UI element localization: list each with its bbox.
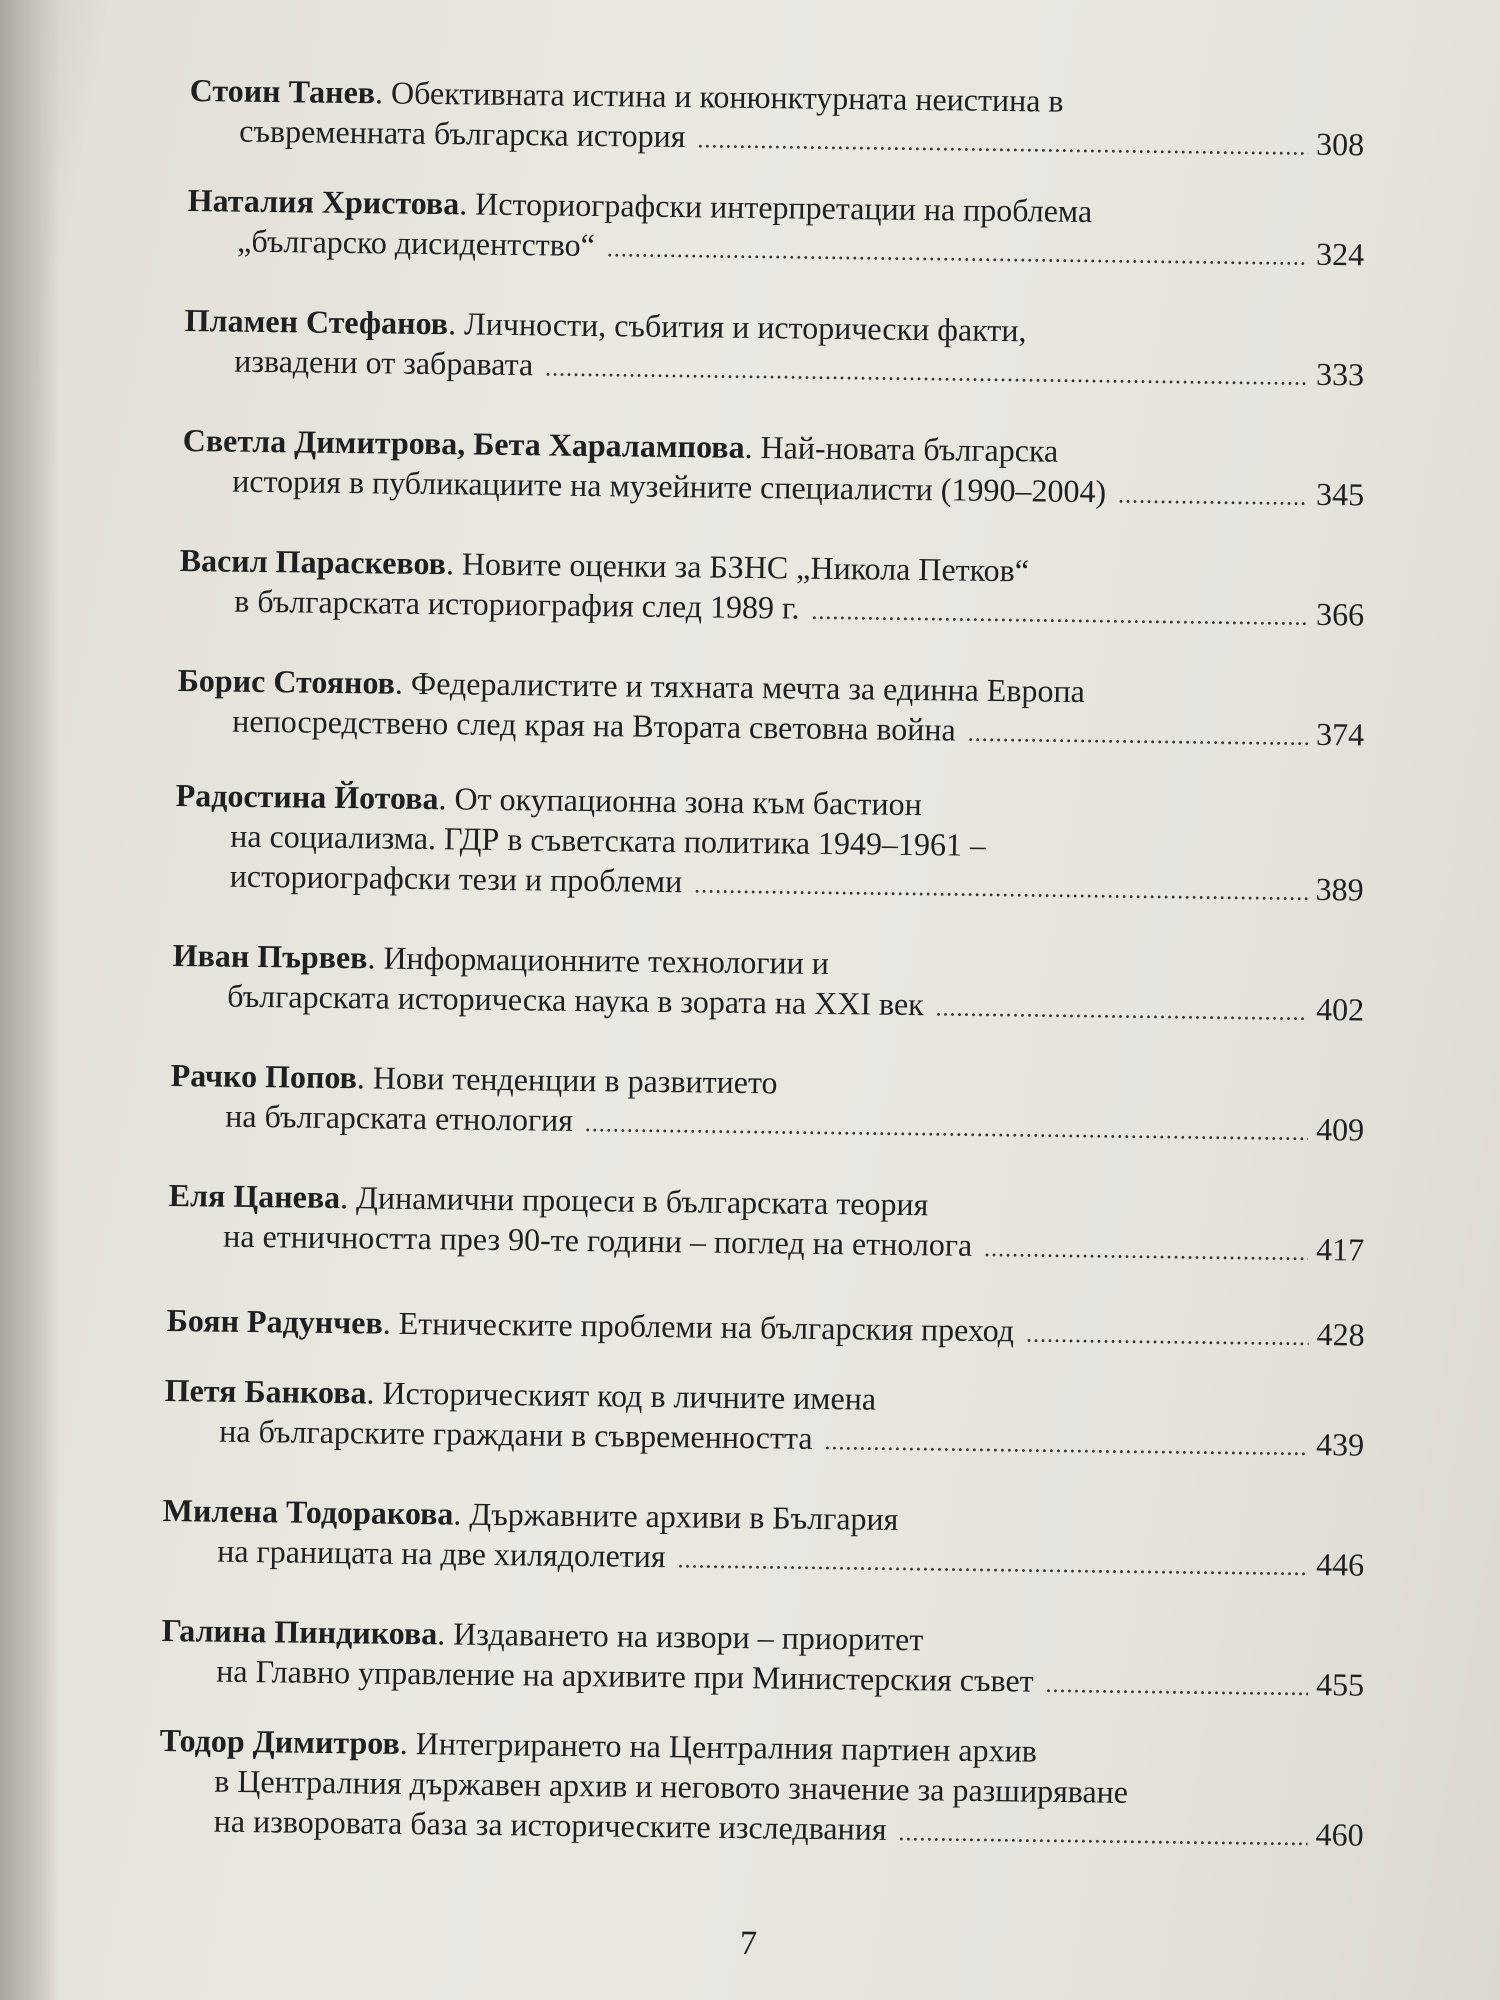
toc-line-text bbox=[173, 937, 830, 981]
toc-separator: . bbox=[458, 185, 476, 222]
toc-page-number: 345 bbox=[1315, 475, 1365, 513]
toc-separator: . bbox=[437, 1615, 454, 1652]
toc-author: Милена Тодоракова bbox=[162, 1491, 454, 1532]
toc-leader-dots bbox=[1045, 1665, 1308, 1708]
toc-entry bbox=[164, 1370, 1365, 1465]
toc-separator: . bbox=[447, 305, 465, 342]
toc-title-line: българската историческа наука в зората на XXI век bbox=[227, 977, 924, 1023]
toc-leader-dots bbox=[607, 229, 1309, 278]
toc-separator: . bbox=[399, 1724, 417, 1762]
toc-separator: . bbox=[367, 939, 384, 976]
toc-page-number: 402 bbox=[1315, 990, 1365, 1028]
toc-title-line: Интегрирането на Централния партиен архив bbox=[415, 1725, 1038, 1769]
toc-leader-dots bbox=[898, 1813, 1308, 1858]
toc-title-line: От окупационна зона към бастион bbox=[454, 780, 922, 823]
toc-line-text bbox=[219, 1411, 813, 1458]
page-number: 7 bbox=[739, 1924, 758, 1963]
toc-author: Светла Димитрова, Бета Харалампова bbox=[182, 421, 745, 465]
toc-leader-dots bbox=[1118, 475, 1309, 517]
toc-author: Петя Банкова bbox=[164, 1371, 367, 1411]
toc-title-line: Издаването на извори – приоритет bbox=[453, 1615, 924, 1658]
toc-title-line: „българско дисидентство“ bbox=[237, 222, 596, 263]
toc-title-line: Най-новата българска bbox=[760, 429, 1059, 469]
toc-line-text bbox=[223, 1216, 972, 1265]
toc-page-number: 460 bbox=[1315, 1816, 1364, 1853]
toc-line-text bbox=[176, 777, 922, 822]
toc-page-number: 308 bbox=[1315, 125, 1365, 163]
toc-entry bbox=[189, 70, 1365, 164]
toc-leader-dots bbox=[697, 120, 1308, 167]
toc-title-line: Обективната истина и конюнктурната неистина в bbox=[390, 74, 1064, 119]
toc-author: Тодор Димитров bbox=[159, 1721, 401, 1761]
toc-title-line: на Главно управление на архивите при Министерския съвет bbox=[216, 1652, 1034, 1699]
toc-separator: . bbox=[445, 545, 463, 582]
toc-line-text bbox=[234, 581, 800, 628]
toc-page-number: 455 bbox=[1315, 1666, 1365, 1703]
toc-entry bbox=[162, 1490, 1365, 1585]
toc-author: Стоин Танев bbox=[189, 71, 376, 111]
toc-title-line: Личности, събития и исторически факти, bbox=[463, 305, 1027, 349]
toc-separator: . bbox=[382, 1304, 399, 1341]
toc-title-line: Динамични процеси в българската теория bbox=[355, 1179, 929, 1223]
toc-author: Рачко Попов bbox=[170, 1056, 358, 1096]
toc-leader-dots bbox=[677, 1540, 1308, 1588]
toc-author: Еля Цанева bbox=[168, 1176, 341, 1216]
toc-line-text bbox=[237, 221, 595, 265]
toc-leader-dots bbox=[1026, 1314, 1309, 1357]
toc-title-line: на границата на две хилядолетия bbox=[217, 1532, 666, 1575]
toc-leader-dots bbox=[824, 1422, 1308, 1468]
toc-line bbox=[167, 1300, 1365, 1355]
toc-title-line: Държавните архиви в България bbox=[469, 1495, 899, 1537]
toc-separator: . bbox=[339, 1179, 357, 1216]
toc-entry bbox=[179, 540, 1365, 634]
toc-entry bbox=[182, 420, 1365, 514]
toc-line-text bbox=[232, 701, 956, 750]
toc-title-line: Федералистите и тяхната мечта за единна Европа bbox=[410, 664, 1086, 710]
toc-title-line: Информационните технологии и bbox=[383, 939, 830, 982]
toc-title-line: историографски тези и проблеми bbox=[229, 857, 683, 900]
toc-line-text bbox=[227, 976, 924, 1025]
toc-title-line: Етническите проблеми на българския преход bbox=[398, 1304, 1015, 1349]
toc-leader-dots bbox=[811, 592, 1308, 638]
toc-title-line: на изворовата база за историческите изследвания bbox=[213, 1802, 887, 1847]
toc-line-text bbox=[171, 1057, 778, 1100]
toc-title-line: непосредствено след края на Втората световна война bbox=[232, 702, 956, 748]
toc-leader-dots bbox=[545, 348, 1309, 397]
toc-title-line: извадени от забравата bbox=[234, 342, 534, 383]
toc-line-text bbox=[214, 1801, 887, 1849]
toc-title-line: история в публикациите на музейните специалисти (1990–2004) bbox=[232, 462, 1107, 510]
toc-separator: . bbox=[744, 428, 761, 466]
toc-line-text bbox=[165, 1372, 877, 1417]
toc-line-text bbox=[225, 1096, 573, 1140]
toc-page-number: 439 bbox=[1315, 1426, 1365, 1463]
toc-entry bbox=[184, 300, 1365, 394]
toc-line-text bbox=[239, 111, 686, 156]
toc-line-text bbox=[217, 1531, 666, 1576]
toc-separator: . bbox=[394, 664, 412, 701]
toc-page-number: 446 bbox=[1315, 1546, 1365, 1583]
toc-separator: . bbox=[453, 1495, 470, 1532]
toc-leader-dots bbox=[694, 865, 1308, 912]
toc-line-text bbox=[163, 1492, 899, 1537]
toc-entry bbox=[167, 1300, 1365, 1355]
toc-separator: . bbox=[366, 1374, 383, 1411]
toc-separator: . bbox=[356, 1059, 374, 1096]
toc-entry bbox=[168, 1175, 1365, 1270]
toc-title-line: Нови тенденции в развитието bbox=[372, 1059, 778, 1101]
toc-line-text bbox=[230, 856, 683, 902]
toc-title-line: Новите оценки за БЗНС „Никола Петков“ bbox=[461, 545, 1030, 589]
toc-author: Радостина Йотова bbox=[175, 776, 439, 817]
toc-leader-dots bbox=[935, 988, 1308, 1033]
toc-title-line: на българските граждани в съвременността bbox=[219, 1412, 813, 1456]
toc-entry bbox=[170, 1055, 1365, 1150]
toc-title-line: съвременната българска история bbox=[239, 112, 686, 155]
toc-line-text bbox=[234, 341, 533, 385]
toc-line-text bbox=[167, 1300, 1015, 1350]
toc-page-number: 333 bbox=[1315, 355, 1365, 393]
toc-leader-dots bbox=[984, 1229, 1308, 1273]
toc-page-number: 428 bbox=[1316, 1316, 1365, 1353]
toc-page-number: 366 bbox=[1315, 595, 1365, 633]
toc-entry bbox=[161, 1610, 1365, 1705]
toc-entry bbox=[175, 775, 1365, 910]
toc-entry bbox=[159, 1720, 1365, 1855]
toc-page-number: 389 bbox=[1315, 870, 1364, 908]
toc-separator: . bbox=[438, 780, 455, 817]
toc-title-line: Историографски интерпретации на проблема bbox=[474, 185, 1093, 230]
toc-title-line: на етничността през 90-те години – поглед на етнолога bbox=[223, 1217, 973, 1263]
toc-page-number: 374 bbox=[1315, 715, 1365, 753]
toc-title-line: в българската историография след 1989 г. bbox=[234, 582, 800, 626]
toc-entry bbox=[177, 660, 1365, 754]
toc-author: Наталия Христова bbox=[187, 181, 460, 222]
toc-title-line: на българската етнология bbox=[225, 1097, 574, 1138]
toc-author: Галина Пиндикова bbox=[161, 1611, 438, 1652]
toc-author: Иван Първев bbox=[172, 936, 368, 976]
toc-title-line: на социализма. ГДР в съветската политика 1949–1961 – bbox=[230, 817, 987, 863]
toc-title-line: в Централния държавен архив и неговото значение за разширяване bbox=[214, 1762, 1129, 1810]
toc-entry bbox=[187, 180, 1365, 274]
toc-leader-dots bbox=[585, 1104, 1309, 1153]
toc-author: Васил Параскевов bbox=[179, 541, 447, 582]
toc-author: Борис Стоянов bbox=[177, 661, 396, 701]
toc-entry bbox=[172, 935, 1365, 1030]
toc-page-number: 409 bbox=[1315, 1110, 1365, 1148]
toc-separator: . bbox=[374, 74, 392, 111]
toc-author: Боян Радунчев bbox=[166, 1301, 383, 1341]
toc-author: Пламен Стефанов bbox=[184, 301, 449, 342]
toc-page-number: 417 bbox=[1315, 1231, 1365, 1268]
toc-page-number: 324 bbox=[1315, 235, 1365, 273]
toc-title-line: Историческият код в личните имена bbox=[382, 1374, 877, 1417]
toc-leader-dots bbox=[967, 714, 1308, 758]
